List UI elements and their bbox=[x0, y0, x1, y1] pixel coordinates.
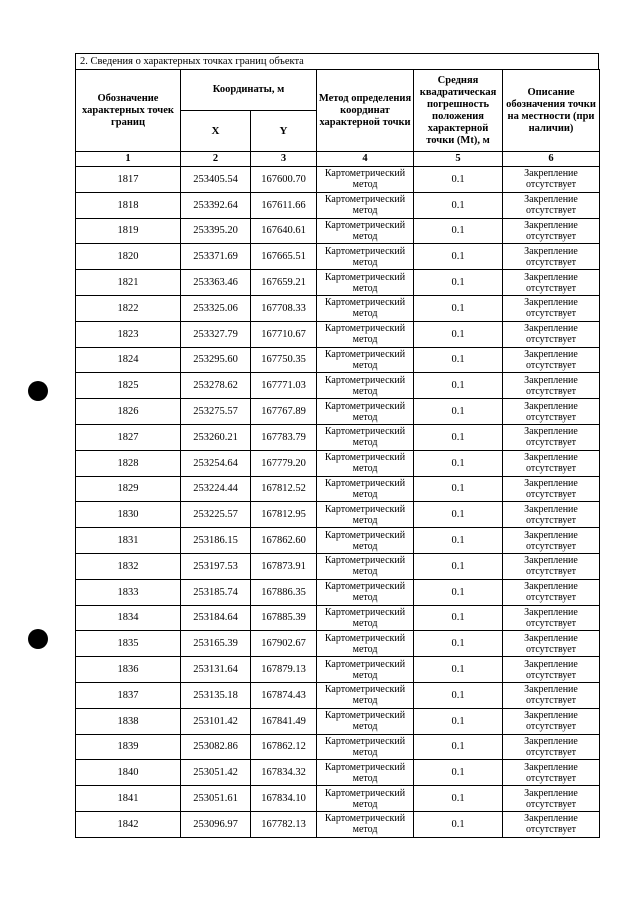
cell-x: 253395.20 bbox=[181, 218, 251, 244]
cell-y: 167862.12 bbox=[251, 734, 317, 760]
cell-point: 1824 bbox=[76, 347, 181, 373]
cell-method: Картометрический метод bbox=[317, 399, 414, 425]
cell-description: Закрепление отсутствует bbox=[503, 244, 600, 270]
cell-error: 0.1 bbox=[414, 295, 503, 321]
cell-error: 0.1 bbox=[414, 167, 503, 193]
cell-description: Закрепление отсутствует bbox=[503, 528, 600, 554]
cell-point: 1827 bbox=[76, 424, 181, 450]
cell-x: 253327.79 bbox=[181, 321, 251, 347]
table-row bbox=[76, 167, 600, 193]
cell-point: 1841 bbox=[76, 786, 181, 812]
cell-method: Картометрический метод bbox=[317, 295, 414, 321]
cell-description: Закрепление отсутствует bbox=[503, 450, 600, 476]
cell-method: Картометрический метод bbox=[317, 528, 414, 554]
cell-error: 0.1 bbox=[414, 270, 503, 296]
table-row bbox=[76, 192, 600, 218]
cell-description: Закрепление отсутствует bbox=[503, 682, 600, 708]
cell-x: 253225.57 bbox=[181, 502, 251, 528]
cell-error: 0.1 bbox=[414, 682, 503, 708]
cell-x: 253131.64 bbox=[181, 657, 251, 683]
cell-y: 167659.21 bbox=[251, 270, 317, 296]
cell-point: 1829 bbox=[76, 476, 181, 502]
header-point: Обозначение характерных точек границ bbox=[76, 70, 181, 152]
section-caption: 2. Сведения о характерных точках границ объекта bbox=[75, 53, 599, 69]
cell-y: 167771.03 bbox=[251, 373, 317, 399]
table-row bbox=[76, 295, 600, 321]
table-row bbox=[76, 347, 600, 373]
cell-x: 253325.06 bbox=[181, 295, 251, 321]
cell-description: Закрепление отсутствует bbox=[503, 192, 600, 218]
cell-method: Картометрический метод bbox=[317, 373, 414, 399]
cell-x: 253295.60 bbox=[181, 347, 251, 373]
cell-point: 1840 bbox=[76, 760, 181, 786]
cell-y: 167750.35 bbox=[251, 347, 317, 373]
cell-y: 167902.67 bbox=[251, 631, 317, 657]
cell-y: 167885.39 bbox=[251, 605, 317, 631]
cell-description: Закрепление отсутствует bbox=[503, 167, 600, 193]
cell-error: 0.1 bbox=[414, 373, 503, 399]
punch-hole-bottom bbox=[28, 629, 48, 649]
cell-y: 167812.52 bbox=[251, 476, 317, 502]
cell-y: 167886.35 bbox=[251, 579, 317, 605]
cell-x: 253186.15 bbox=[181, 528, 251, 554]
table-row bbox=[76, 528, 600, 554]
cell-point: 1825 bbox=[76, 373, 181, 399]
table-body bbox=[76, 167, 600, 838]
cell-description: Закрепление отсутствует bbox=[503, 476, 600, 502]
cell-y: 167779.20 bbox=[251, 450, 317, 476]
table-row bbox=[76, 734, 600, 760]
punch-hole-top bbox=[28, 381, 48, 401]
cell-point: 1823 bbox=[76, 321, 181, 347]
cell-method: Картометрический метод bbox=[317, 270, 414, 296]
cell-x: 253278.62 bbox=[181, 373, 251, 399]
table-row bbox=[76, 553, 600, 579]
cell-error: 0.1 bbox=[414, 657, 503, 683]
cell-error: 0.1 bbox=[414, 347, 503, 373]
cell-point: 1831 bbox=[76, 528, 181, 554]
cell-x: 253051.42 bbox=[181, 760, 251, 786]
cell-error: 0.1 bbox=[414, 811, 503, 837]
cell-point: 1828 bbox=[76, 450, 181, 476]
cell-x: 253224.44 bbox=[181, 476, 251, 502]
cell-y: 167640.61 bbox=[251, 218, 317, 244]
cell-y: 167834.32 bbox=[251, 760, 317, 786]
cell-y: 167767.89 bbox=[251, 399, 317, 425]
table-row bbox=[76, 450, 600, 476]
cell-point: 1819 bbox=[76, 218, 181, 244]
cell-description: Закрепление отсутствует bbox=[503, 605, 600, 631]
cell-x: 253185.74 bbox=[181, 579, 251, 605]
cell-y: 167874.43 bbox=[251, 682, 317, 708]
cell-description: Закрепление отсутствует bbox=[503, 321, 600, 347]
cell-description: Закрепление отсутствует bbox=[503, 760, 600, 786]
cell-description: Закрепление отсутствует bbox=[503, 553, 600, 579]
table-row bbox=[76, 786, 600, 812]
header-coordinates: Координаты, м bbox=[181, 70, 317, 111]
cell-point: 1842 bbox=[76, 811, 181, 837]
cell-description: Закрепление отсутствует bbox=[503, 347, 600, 373]
cell-point: 1821 bbox=[76, 270, 181, 296]
cell-x: 253254.64 bbox=[181, 450, 251, 476]
table-row bbox=[76, 631, 600, 657]
cell-method: Картометрический метод bbox=[317, 811, 414, 837]
table-row bbox=[76, 760, 600, 786]
cell-x: 253184.64 bbox=[181, 605, 251, 631]
cell-error: 0.1 bbox=[414, 399, 503, 425]
cell-description: Закрепление отсутствует bbox=[503, 399, 600, 425]
cell-error: 0.1 bbox=[414, 424, 503, 450]
column-number: 1 bbox=[76, 152, 181, 167]
cell-point: 1830 bbox=[76, 502, 181, 528]
cell-y: 167812.95 bbox=[251, 502, 317, 528]
cell-method: Картометрический метод bbox=[317, 321, 414, 347]
cell-error: 0.1 bbox=[414, 553, 503, 579]
cell-description: Закрепление отсутствует bbox=[503, 424, 600, 450]
cell-point: 1837 bbox=[76, 682, 181, 708]
cell-description: Закрепление отсутствует bbox=[503, 708, 600, 734]
header-error: Средняя квадратическая погрешность положения характерной точки (Mt), м bbox=[414, 70, 503, 152]
header-y: Y bbox=[251, 111, 317, 152]
cell-error: 0.1 bbox=[414, 605, 503, 631]
cell-method: Картометрический метод bbox=[317, 192, 414, 218]
cell-description: Закрепление отсутствует bbox=[503, 657, 600, 683]
cell-y: 167611.66 bbox=[251, 192, 317, 218]
cell-point: 1832 bbox=[76, 553, 181, 579]
table-row bbox=[76, 579, 600, 605]
table-row bbox=[76, 605, 600, 631]
cell-x: 253135.18 bbox=[181, 682, 251, 708]
header-x: X bbox=[181, 111, 251, 152]
table-row bbox=[76, 424, 600, 450]
cell-y: 167710.67 bbox=[251, 321, 317, 347]
cell-x: 253197.53 bbox=[181, 553, 251, 579]
cell-description: Закрепление отсутствует bbox=[503, 579, 600, 605]
cell-error: 0.1 bbox=[414, 528, 503, 554]
cell-method: Картометрический метод bbox=[317, 631, 414, 657]
cell-point: 1820 bbox=[76, 244, 181, 270]
cell-x: 253260.21 bbox=[181, 424, 251, 450]
cell-x: 253363.46 bbox=[181, 270, 251, 296]
cell-error: 0.1 bbox=[414, 502, 503, 528]
cell-x: 253392.64 bbox=[181, 192, 251, 218]
cell-point: 1818 bbox=[76, 192, 181, 218]
table-row bbox=[76, 218, 600, 244]
cell-error: 0.1 bbox=[414, 218, 503, 244]
column-number: 6 bbox=[503, 152, 600, 167]
table-row bbox=[76, 244, 600, 270]
cell-error: 0.1 bbox=[414, 192, 503, 218]
table-row bbox=[76, 502, 600, 528]
column-number: 5 bbox=[414, 152, 503, 167]
cell-y: 167783.79 bbox=[251, 424, 317, 450]
cell-point: 1817 bbox=[76, 167, 181, 193]
cell-point: 1822 bbox=[76, 295, 181, 321]
table-row bbox=[76, 270, 600, 296]
cell-method: Картометрический метод bbox=[317, 786, 414, 812]
cell-method: Картометрический метод bbox=[317, 708, 414, 734]
cell-error: 0.1 bbox=[414, 321, 503, 347]
cell-error: 0.1 bbox=[414, 244, 503, 270]
cell-y: 167841.49 bbox=[251, 708, 317, 734]
cell-point: 1836 bbox=[76, 657, 181, 683]
cell-description: Закрепление отсутствует bbox=[503, 631, 600, 657]
cell-error: 0.1 bbox=[414, 708, 503, 734]
cell-point: 1833 bbox=[76, 579, 181, 605]
column-number: 2 bbox=[181, 152, 251, 167]
cell-error: 0.1 bbox=[414, 476, 503, 502]
cell-method: Картометрический метод bbox=[317, 553, 414, 579]
cell-x: 253371.69 bbox=[181, 244, 251, 270]
cell-description: Закрепление отсутствует bbox=[503, 502, 600, 528]
cell-x: 253165.39 bbox=[181, 631, 251, 657]
cell-y: 167862.60 bbox=[251, 528, 317, 554]
cell-method: Картометрический метод bbox=[317, 682, 414, 708]
cell-x: 253405.54 bbox=[181, 167, 251, 193]
cell-error: 0.1 bbox=[414, 450, 503, 476]
cell-description: Закрепление отсутствует bbox=[503, 786, 600, 812]
cell-method: Картометрический метод bbox=[317, 244, 414, 270]
cell-method: Картометрический метод bbox=[317, 347, 414, 373]
cell-point: 1835 bbox=[76, 631, 181, 657]
cell-description: Закрепление отсутствует bbox=[503, 218, 600, 244]
cell-y: 167600.70 bbox=[251, 167, 317, 193]
cell-error: 0.1 bbox=[414, 786, 503, 812]
cell-y: 167708.33 bbox=[251, 295, 317, 321]
table-row bbox=[76, 321, 600, 347]
cell-x: 253101.42 bbox=[181, 708, 251, 734]
table-row bbox=[76, 476, 600, 502]
table-row bbox=[76, 399, 600, 425]
cell-error: 0.1 bbox=[414, 734, 503, 760]
cell-description: Закрепление отсутствует bbox=[503, 270, 600, 296]
cell-method: Картометрический метод bbox=[317, 218, 414, 244]
table-row bbox=[76, 708, 600, 734]
cell-point: 1838 bbox=[76, 708, 181, 734]
cell-error: 0.1 bbox=[414, 579, 503, 605]
cell-y: 167873.91 bbox=[251, 553, 317, 579]
cell-description: Закрепление отсутствует bbox=[503, 734, 600, 760]
cell-point: 1826 bbox=[76, 399, 181, 425]
table-row bbox=[76, 811, 600, 837]
cell-method: Картометрический метод bbox=[317, 579, 414, 605]
cell-method: Картометрический метод bbox=[317, 476, 414, 502]
cell-point: 1839 bbox=[76, 734, 181, 760]
table-row bbox=[76, 373, 600, 399]
table-row bbox=[76, 682, 600, 708]
cell-x: 253275.57 bbox=[181, 399, 251, 425]
boundary-points-table bbox=[75, 69, 600, 838]
cell-description: Закрепление отсутствует bbox=[503, 373, 600, 399]
cell-description: Закрепление отсутствует bbox=[503, 295, 600, 321]
cell-method: Картометрический метод bbox=[317, 657, 414, 683]
cell-x: 253096.97 bbox=[181, 811, 251, 837]
cell-y: 167665.51 bbox=[251, 244, 317, 270]
cell-method: Картометрический метод bbox=[317, 502, 414, 528]
cell-method: Картометрический метод bbox=[317, 605, 414, 631]
column-number: 4 bbox=[317, 152, 414, 167]
cell-method: Картометрический метод bbox=[317, 167, 414, 193]
cell-method: Картометрический метод bbox=[317, 450, 414, 476]
cell-y: 167879.13 bbox=[251, 657, 317, 683]
cell-point: 1834 bbox=[76, 605, 181, 631]
column-number: 3 bbox=[251, 152, 317, 167]
cell-y: 167834.10 bbox=[251, 786, 317, 812]
cell-error: 0.1 bbox=[414, 760, 503, 786]
cell-method: Картометрический метод bbox=[317, 760, 414, 786]
cell-description: Закрепление отсутствует bbox=[503, 811, 600, 837]
cell-method: Картометрический метод bbox=[317, 734, 414, 760]
cell-x: 253051.61 bbox=[181, 786, 251, 812]
cell-method: Картометрический метод bbox=[317, 424, 414, 450]
cell-error: 0.1 bbox=[414, 631, 503, 657]
table-row bbox=[76, 657, 600, 683]
header-description: Описание обозначения точки на местности (при наличии) bbox=[503, 70, 600, 152]
boundary-points-section bbox=[75, 53, 599, 838]
cell-y: 167782.13 bbox=[251, 811, 317, 837]
cell-x: 253082.86 bbox=[181, 734, 251, 760]
header-method: Метод определения координат характерной точки bbox=[317, 70, 414, 152]
